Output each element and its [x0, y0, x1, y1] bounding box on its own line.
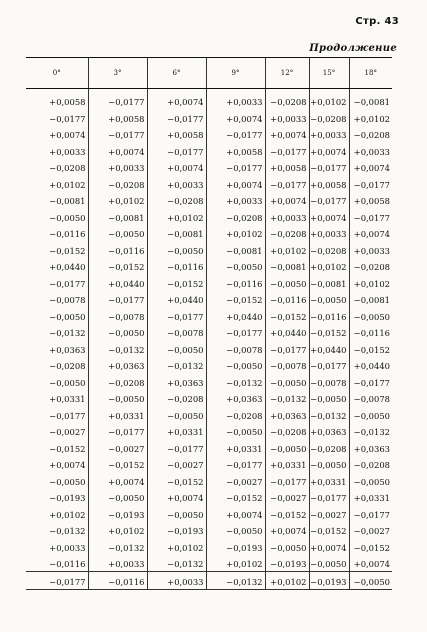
table-cell: −0,0081	[88, 208, 147, 225]
table-cell: −0,0208	[49, 361, 86, 371]
table-cell: −0,0050	[309, 390, 349, 407]
table-cell: −0,0177	[147, 142, 206, 159]
table-cell: +0,0074	[349, 555, 392, 572]
table-cell: −0,0177	[206, 324, 265, 341]
table-row	[26, 109, 392, 126]
table-cell: −0,0177	[147, 439, 206, 456]
table-cell: +0,0074	[147, 159, 206, 176]
table-cell: +0,0102	[309, 89, 349, 110]
table-cell: −0,0177	[49, 410, 86, 421]
table-cell: +0,0033	[49, 542, 86, 553]
table-cell: −0,0050	[147, 406, 206, 423]
table-cell: −0,0152	[88, 456, 147, 473]
table-cell: −0,0081	[147, 225, 206, 242]
continued-label: Продолжение	[309, 43, 397, 54]
table-cell: −0,0078	[49, 295, 86, 305]
table-cell: −0,0116	[309, 307, 349, 324]
table-cell: −0,0027	[49, 427, 86, 437]
table-cell: +0,0074	[49, 460, 86, 470]
table-cell: +0,0058	[206, 142, 265, 159]
table-cell: +0,0074	[265, 522, 309, 539]
table-cell: −0,0177	[88, 423, 147, 440]
table-row	[26, 373, 392, 390]
table-row	[26, 208, 392, 225]
table-cell: +0,0058	[147, 126, 206, 143]
table-cell: −0,0078	[265, 357, 309, 374]
table-cell: +0,0058	[88, 109, 147, 126]
table-cell: −0,0177	[309, 159, 349, 176]
table-cell: −0,0193	[147, 522, 206, 539]
table-cell: +0,0440	[349, 357, 392, 374]
table-row	[26, 538, 392, 555]
table-cell: +0,0440	[88, 274, 147, 291]
table-cell: +0,0102	[147, 208, 206, 225]
table-cell: −0,0177	[309, 357, 349, 374]
table-row	[26, 439, 392, 456]
table-cell: +0,0074	[309, 538, 349, 555]
page-number: Стр. 43	[355, 16, 399, 27]
table-cell: −0,0177	[88, 291, 147, 308]
table-cell: −0,0050	[206, 258, 265, 275]
table-cell: +0,0074	[349, 225, 392, 242]
table-cell: −0,0078	[349, 390, 392, 407]
table-row	[26, 555, 392, 572]
table-cell: +0,0074	[88, 472, 147, 489]
table-header-row	[26, 58, 392, 89]
table-cell: −0,0152	[49, 245, 86, 256]
table-cell: −0,0177	[349, 373, 392, 390]
table-cell: +0,0033	[349, 142, 392, 159]
table-cell: −0,0152	[147, 274, 206, 291]
table-cell: −0,0050	[88, 489, 147, 506]
table-cell: +0,0074	[88, 142, 147, 159]
table-cell: −0,0050	[147, 340, 206, 357]
table-cell: −0,0132	[147, 555, 206, 572]
table-cell: −0,0177	[349, 175, 392, 192]
table-cell: −0,0177	[49, 278, 86, 289]
table-cell: −0,0050	[206, 522, 265, 539]
table-cell: −0,0208	[206, 406, 265, 423]
table-cell: +0,0074	[147, 89, 206, 110]
table-cell: −0,0116	[206, 274, 265, 291]
table-cell: −0,0177	[49, 113, 86, 124]
table-cell: −0,0050	[349, 572, 392, 590]
table-cell: −0,0152	[206, 489, 265, 506]
table-row	[26, 324, 392, 341]
table-row	[26, 126, 392, 143]
table-cell: +0,0102	[349, 274, 392, 291]
table-cell: −0,0132	[309, 406, 349, 423]
table-cell: +0,0033	[265, 109, 309, 126]
table-cell: +0,0102	[206, 225, 265, 242]
table-cell: −0,0152	[349, 340, 392, 357]
table-row	[26, 357, 392, 374]
table-cell: +0,0331	[265, 456, 309, 473]
table-cell: −0,0132	[49, 526, 86, 536]
table-cell: −0,0193	[88, 505, 147, 522]
table-cell: +0,0331	[88, 406, 147, 423]
table-cell: −0,0152	[265, 307, 309, 324]
table-cell: −0,0081	[265, 258, 309, 275]
table-cell: +0,0058	[309, 175, 349, 192]
table-cell: −0,0152	[206, 291, 265, 308]
table-cell: +0,0102	[265, 241, 309, 258]
table-cell: −0,0177	[349, 505, 392, 522]
table-cell: −0,0193	[265, 555, 309, 572]
table-cell: +0,0363	[349, 439, 392, 456]
table-cell: −0,0208	[349, 258, 392, 275]
column-header: 18°	[349, 58, 392, 89]
table-cell: −0,0208	[309, 439, 349, 456]
column-header: 0°	[26, 58, 88, 89]
table-cell: −0,0050	[206, 423, 265, 440]
table-cell: +0,0074	[49, 130, 86, 140]
table-cell: +0,0033	[309, 225, 349, 242]
table-cell: +0,0440	[206, 307, 265, 324]
table-cell: −0,0177	[206, 456, 265, 473]
table-cell: +0,0363	[265, 406, 309, 423]
table-cell: −0,0027	[265, 489, 309, 506]
column-header: 12°	[265, 58, 309, 89]
table-row	[26, 489, 392, 506]
table-row	[26, 406, 392, 423]
column-header: 15°	[309, 58, 349, 89]
table-cell: +0,0058	[265, 159, 309, 176]
table-cell: +0,0074	[265, 126, 309, 143]
table-cell: +0,0102	[265, 572, 309, 590]
table-cell: −0,0027	[309, 505, 349, 522]
table-cell: +0,0102	[206, 555, 265, 572]
data-table-container	[26, 57, 392, 590]
table-cell: −0,0081	[309, 274, 349, 291]
table-cell: −0,0081	[206, 241, 265, 258]
table-cell: −0,0132	[147, 357, 206, 374]
table-cell: +0,0331	[349, 489, 392, 506]
table-cell: −0,0081	[349, 89, 392, 110]
table-cell: −0,0050	[49, 476, 86, 487]
table-cell: −0,0132	[349, 423, 392, 440]
table-cell: −0,0152	[147, 472, 206, 489]
table-cell: −0,0027	[88, 439, 147, 456]
table-row	[26, 572, 392, 590]
table-cell: −0,0050	[88, 225, 147, 242]
table-cell: −0,0050	[49, 212, 86, 223]
table-cell: +0,0074	[349, 159, 392, 176]
table-cell: +0,0074	[206, 505, 265, 522]
table-cell: −0,0193	[49, 493, 86, 503]
table-cell: −0,0050	[349, 307, 392, 324]
table-cell: +0,0033	[49, 146, 86, 157]
table-cell: +0,0102	[49, 179, 86, 190]
table-cell: −0,0208	[206, 208, 265, 225]
table-cell: −0,0050	[265, 538, 309, 555]
column-header: 3°	[88, 58, 147, 89]
table-cell: −0,0177	[206, 159, 265, 176]
table-cell: +0,0102	[309, 258, 349, 275]
table-cell: −0,0132	[49, 328, 86, 338]
table-cell: −0,0208	[88, 175, 147, 192]
table-cell: −0,0050	[265, 373, 309, 390]
table-cell: −0,0208	[49, 163, 86, 173]
table-cell: −0,0132	[88, 538, 147, 555]
table-header	[26, 58, 392, 89]
table-cell: −0,0152	[309, 522, 349, 539]
table-cell: −0,0152	[49, 443, 86, 454]
table-cell: −0,0177	[88, 89, 147, 110]
table-cell: +0,0058	[349, 192, 392, 209]
table-row	[26, 423, 392, 440]
table-row	[26, 505, 392, 522]
table-cell: +0,0440	[265, 324, 309, 341]
table-cell: +0,0363	[147, 373, 206, 390]
table-cell: −0,0193	[309, 572, 349, 590]
table-cell: −0,0132	[88, 340, 147, 357]
table-cell: −0,0132	[265, 390, 309, 407]
table-cell: −0,0027	[206, 472, 265, 489]
table-cell: +0,0363	[309, 423, 349, 440]
table-cell: +0,0033	[88, 159, 147, 176]
table-cell: −0,0050	[88, 324, 147, 341]
table-cell: −0,0208	[309, 241, 349, 258]
table-cell: +0,0074	[147, 489, 206, 506]
table-cell: −0,0116	[88, 241, 147, 258]
table-cell: +0,0102	[88, 522, 147, 539]
table-cell: −0,0132	[206, 373, 265, 390]
table-cell: −0,0050	[147, 505, 206, 522]
table-row	[26, 522, 392, 539]
data-table	[26, 57, 392, 590]
table-cell: +0,0102	[49, 509, 86, 520]
table-cell: +0,0440	[49, 262, 86, 272]
table-cell: −0,0177	[147, 307, 206, 324]
table-cell: −0,0177	[265, 340, 309, 357]
table-cell: −0,0208	[349, 456, 392, 473]
table-cell: −0,0078	[88, 307, 147, 324]
table-cell: −0,0116	[49, 229, 86, 239]
table-cell: −0,0027	[147, 456, 206, 473]
table-cell: −0,0116	[349, 324, 392, 341]
table-cell: +0,0331	[206, 439, 265, 456]
table-cell: −0,0132	[206, 572, 265, 590]
table-row	[26, 258, 392, 275]
table-cell: −0,0116	[265, 291, 309, 308]
table-cell: −0,0050	[309, 291, 349, 308]
table-cell: +0,0102	[88, 192, 147, 209]
table-cell: −0,0177	[88, 126, 147, 143]
table-cell: −0,0050	[265, 439, 309, 456]
table-row	[26, 291, 392, 308]
column-header: 6°	[147, 58, 206, 89]
table-row	[26, 390, 392, 407]
column-header: 9°	[206, 58, 265, 89]
table-row	[26, 142, 392, 159]
table-row	[26, 241, 392, 258]
table-cell: −0,0208	[265, 423, 309, 440]
table-cell: −0,0208	[309, 109, 349, 126]
table-row	[26, 274, 392, 291]
table-cell: −0,0027	[349, 522, 392, 539]
table-row	[26, 472, 392, 489]
table-cell: +0,0033	[147, 175, 206, 192]
table-cell: +0,0033	[88, 555, 147, 572]
table-cell: −0,0050	[309, 555, 349, 572]
table-cell: +0,0074	[206, 109, 265, 126]
table-cell: −0,0177	[265, 142, 309, 159]
table-cell: −0,0208	[265, 225, 309, 242]
table-cell: −0,0208	[265, 89, 309, 110]
table-cell: −0,0081	[349, 291, 392, 308]
table-cell: +0,0074	[265, 192, 309, 209]
table-cell: +0,0363	[88, 357, 147, 374]
table-cell: −0,0116	[147, 258, 206, 275]
table-row	[26, 340, 392, 357]
table-cell: −0,0050	[349, 472, 392, 489]
table-cell: +0,0102	[147, 538, 206, 555]
table-cell: +0,0440	[309, 340, 349, 357]
table-row	[26, 192, 392, 209]
table-cell: +0,0033	[206, 192, 265, 209]
table-cell: −0,0177	[349, 208, 392, 225]
table-row	[26, 456, 392, 473]
table-cell: −0,0177	[265, 472, 309, 489]
table-cell: +0,0058	[49, 97, 86, 107]
table-cell: −0,0152	[309, 324, 349, 341]
table-body	[26, 89, 392, 590]
table-cell: +0,0331	[147, 423, 206, 440]
table-cell: −0,0177	[265, 175, 309, 192]
table-cell: −0,0177	[147, 109, 206, 126]
table-cell: −0,0152	[88, 258, 147, 275]
table-cell: −0,0050	[49, 377, 86, 388]
table-cell: +0,0331	[49, 394, 86, 404]
table-cell: +0,0440	[147, 291, 206, 308]
table-cell: −0,0050	[147, 241, 206, 258]
table-cell: −0,0050	[49, 311, 86, 322]
table-cell: +0,0363	[206, 390, 265, 407]
table-cell: −0,0152	[349, 538, 392, 555]
table-cell: −0,0177	[309, 192, 349, 209]
table-cell: +0,0033	[206, 89, 265, 110]
table-cell: −0,0078	[309, 373, 349, 390]
table-cell: −0,0050	[349, 406, 392, 423]
table-row	[26, 175, 392, 192]
table-cell: −0,0177	[309, 489, 349, 506]
table-cell: +0,0074	[309, 208, 349, 225]
table-cell: −0,0078	[206, 340, 265, 357]
table-cell: −0,0152	[265, 505, 309, 522]
table-cell: −0,0208	[147, 390, 206, 407]
table-row	[26, 307, 392, 324]
table-cell: −0,0081	[49, 196, 86, 206]
table-cell: −0,0193	[206, 538, 265, 555]
table-cell: −0,0050	[309, 456, 349, 473]
table-row	[26, 159, 392, 176]
table-cell: +0,0033	[265, 208, 309, 225]
table-cell: +0,0033	[309, 126, 349, 143]
table-cell: +0,0331	[309, 472, 349, 489]
table-cell: −0,0208	[147, 192, 206, 209]
table-cell: −0,0078	[147, 324, 206, 341]
table-cell: −0,0208	[349, 126, 392, 143]
table-cell: −0,0050	[88, 390, 147, 407]
table-cell: +0,0033	[147, 572, 206, 590]
table-row	[26, 89, 392, 110]
table-cell: +0,0363	[49, 344, 86, 355]
table-cell: −0,0177	[206, 126, 265, 143]
table-cell: +0,0074	[309, 142, 349, 159]
table-cell: −0,0050	[206, 357, 265, 374]
table-cell: −0,0177	[26, 572, 88, 590]
table-row	[26, 225, 392, 242]
table-cell: +0,0033	[349, 241, 392, 258]
table-cell: +0,0074	[206, 175, 265, 192]
table-cell: +0,0102	[349, 109, 392, 126]
table-cell: −0,0050	[265, 274, 309, 291]
table-cell: −0,0116	[49, 559, 86, 569]
table-cell: −0,0116	[88, 572, 147, 590]
table-cell: −0,0208	[88, 373, 147, 390]
